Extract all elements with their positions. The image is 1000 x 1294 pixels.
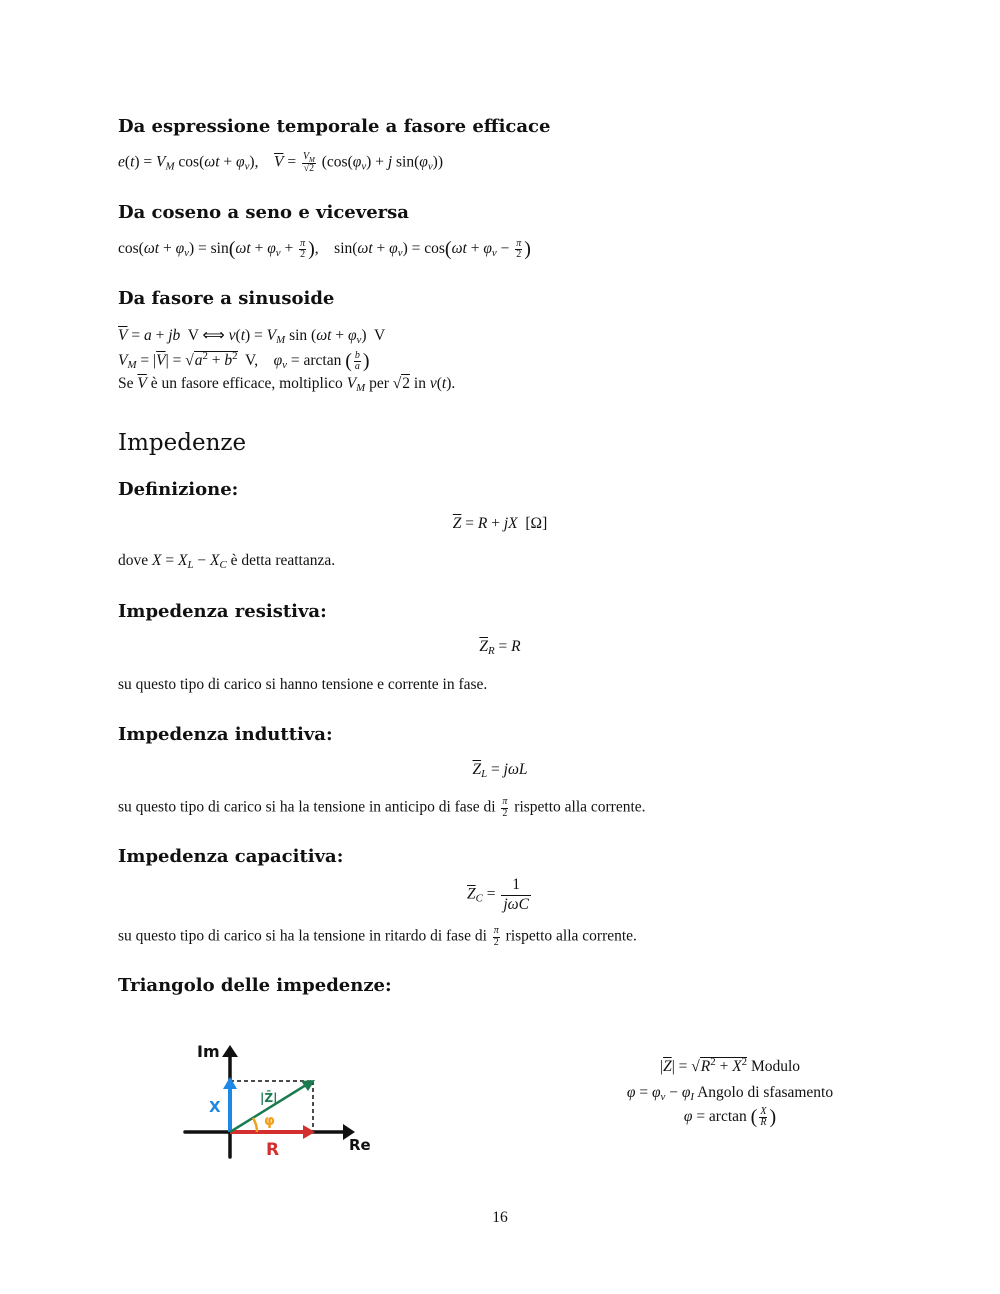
z-vector-label: |Z̄| bbox=[260, 1091, 278, 1105]
formula-coseno-seno: $\cos(\omega t + \varphi_v) = \sin(\omega t + \varphi_v$ + $\frac{\pi}{2}$ ), $\sin(\omega t + \varphi_v) = \cos(\omega t + \varphi_v$ − $\frac{\pi}{2}$ ) bbox=[118, 237, 531, 260]
formula-fasore-sinusoide-1: $\overline{V} = a$ + jb V ⟺ $v(t) = V_M$ $\sin (\omega t + \varphi_v)$ V bbox=[118, 327, 386, 346]
page-number: 16 bbox=[492, 1209, 508, 1226]
formula-temporale-fasore: $e(t) = V_M$ $\cos(\omega t + \varphi_v)$, $\overline{V}$ = $\frac{V_M}{√2}$ ($\cos(\varphi_v) + j$ $\sin(\varphi_v)$) bbox=[118, 151, 443, 174]
section-title-induttiva: Impedenza induttiva: bbox=[118, 724, 333, 745]
formula-impedenza-induttiva: $\overline{Z}_L = j\omega L$ bbox=[472, 761, 528, 780]
section-title-temporale-fasore: Da espressione temporale a fasore efficace bbox=[118, 116, 551, 137]
text-capacitiva: su questo tipo di carico si ha la tensione in ritardo di fase di $\frac{\pi}{2}$ rispetto alla corrente. bbox=[118, 925, 637, 948]
text-fasore-efficace: Se $\overline{V}$ è un fasore efficace, moltiplico $V_M$ per √2 in v(t). bbox=[118, 375, 456, 394]
section-title-triangolo: Triangolo delle impedenze: bbox=[118, 975, 392, 996]
section-title-capacitiva: Impedenza capacitiva: bbox=[118, 846, 344, 867]
impedance-triangle-diagram bbox=[175, 1035, 375, 1165]
r-vector-arrowhead bbox=[303, 1125, 315, 1139]
section-title-resistiva: Impedenza resistiva: bbox=[118, 601, 327, 622]
text-reattanza: dove $X = X_L - X_C$ è detta reattanza. bbox=[118, 552, 336, 571]
x-vector-label: X bbox=[209, 1098, 221, 1116]
formula-definizione-impedenza: $\overline{Z} = R$ + jX [Ω] bbox=[452, 515, 548, 532]
formula-impedenza-resistiva: $\overline{Z}_R = R$ bbox=[479, 638, 521, 657]
formula-fasore-sinusoide-2: $V_M = |\overline{V}| = √a^2 + b^2$ V, $\varphi_v = \arctan$ ( $\frac{b}{a}$ ) bbox=[118, 349, 370, 372]
section-title-fasore-sinusoide: Da fasore a sinusoide bbox=[118, 288, 335, 309]
formula-modulo: $|\overline{Z}| = √R^2 + X^2$ Modulo bbox=[659, 1056, 801, 1075]
phi-label: φ bbox=[264, 1113, 275, 1129]
text-induttiva: su questo tipo di carico si ha la tensione in anticipo di fase di $\frac{\pi}{2}$ rispetto alla corrente. bbox=[118, 796, 646, 819]
phi-arc bbox=[253, 1118, 257, 1132]
chapter-title-impedenze: Impedenze bbox=[118, 430, 247, 456]
im-axis-label: Im bbox=[197, 1042, 220, 1061]
x-vector-arrowhead bbox=[223, 1077, 237, 1089]
formula-arctan: φ = arctan ( $\frac{X}{R}$ ) bbox=[683, 1105, 777, 1128]
text-resistiva: su questo tipo di carico si hanno tensione e corrente in fase. bbox=[118, 676, 488, 693]
section-title-definizione: Definizione: bbox=[118, 479, 239, 500]
section-title-coseno-seno: Da coseno a seno e viceversa bbox=[118, 202, 409, 223]
formula-impedenza-capacitiva: $\overline{Z}_C$ = 1 jωC bbox=[467, 876, 529, 913]
r-vector-label: R bbox=[266, 1140, 280, 1160]
formula-angolo-sfasamento: $\varphi = \varphi_v - \varphi_I$ Angolo di sfasamento bbox=[626, 1084, 834, 1103]
imaginary-axis-arrowhead bbox=[222, 1045, 238, 1057]
re-axis-label: Re bbox=[349, 1136, 371, 1154]
